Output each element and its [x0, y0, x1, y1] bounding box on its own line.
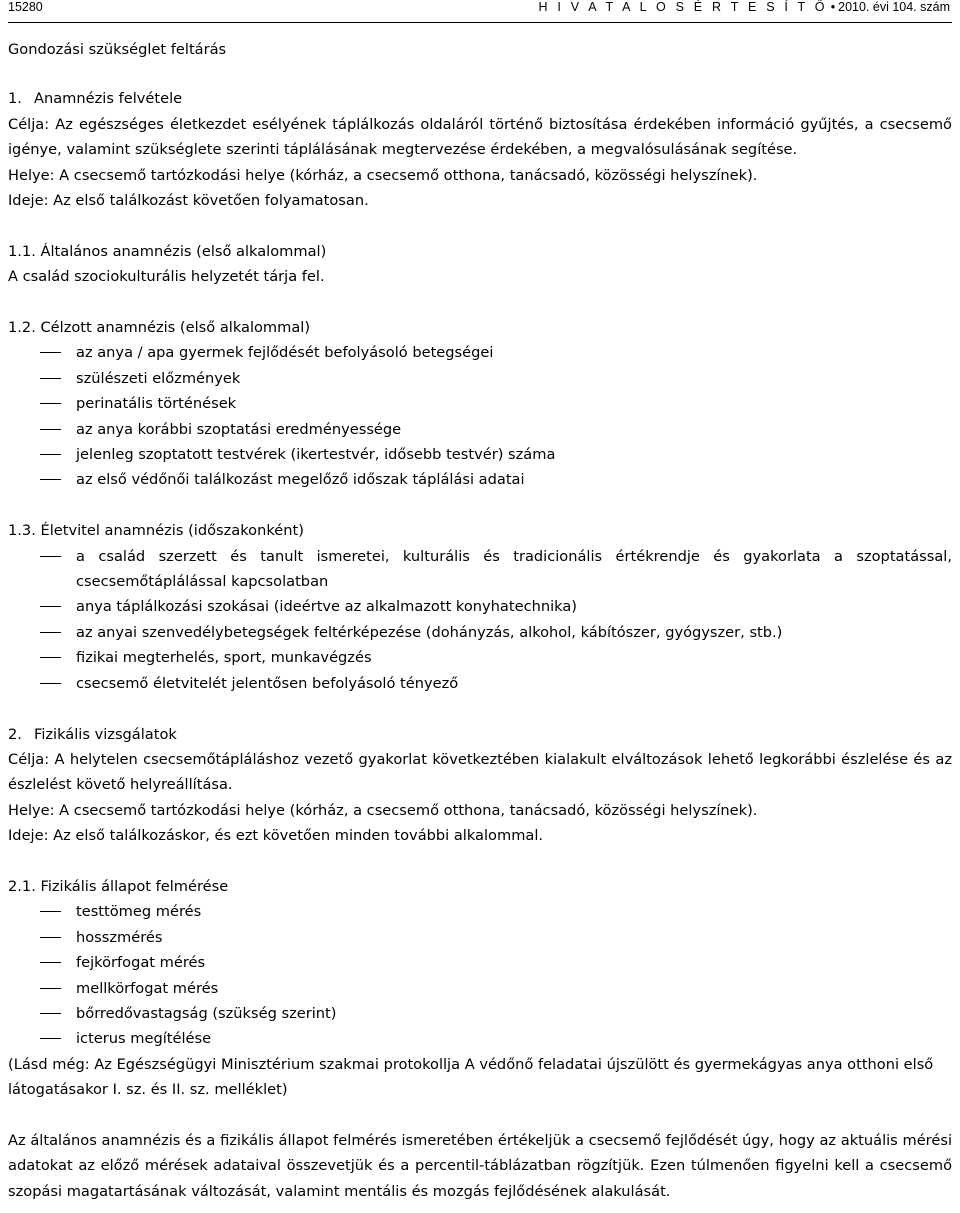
- section-2-1-note: (Lásd még: Az Egészségügyi Minisztérium szakmai protokollja A védőnő feladatai újszülött és gyermekágyas anya otthoni első látogatásakor I. sz. és II. sz. melléklet): [8, 1055, 934, 1099]
- list-item: fejkörfogat mérés: [8, 950, 952, 975]
- section-2-place: Helye: A csecsemő tartózkodási helye (kórház, a csecsemő otthona, tanácsadó, közösségi helyszínek).: [8, 801, 758, 819]
- list-item: anya táplálkozási szokásai (ideértve az alkalmazott konyhatechnika): [8, 594, 952, 619]
- list-item: perinatális történések: [8, 391, 952, 416]
- list-item: hosszmérés: [8, 925, 952, 950]
- document-body: [8, 37, 952, 1204]
- list-item: az első védőnői találkozást megelőző időszak táplálási adatai: [8, 467, 952, 492]
- section-number: 1.: [8, 90, 22, 108]
- section-1-1-text: A család szociokulturális helyzetét tárja fel.: [8, 268, 325, 286]
- spacer: [8, 493, 952, 518]
- spacer: [8, 1103, 952, 1128]
- list-item: bőrredővastagság (szükség szerint): [8, 1001, 952, 1026]
- list-item: a család szerzett és tanult ismeretei, kulturális és tradicionális értékrendje és gyakorlata a szoptatással, csecsemőtáplálással kapcsolatban: [8, 544, 952, 595]
- journal-name: H I V A T A L O S É R T E S Í T Ő: [538, 0, 828, 14]
- list-item: testtömeg mérés: [8, 899, 952, 924]
- spacer: [8, 213, 952, 238]
- spacer: [8, 290, 952, 315]
- section-1-place: Helye: A csecsemő tartózkodási helye (kórház, a csecsemő otthona, tanácsadó, közösségi helyszínek).: [8, 166, 758, 184]
- spacer: [8, 696, 952, 721]
- list-item: az anya / apa gyermek fejlődését befolyásoló betegségei: [8, 340, 952, 365]
- page-number: 15280: [8, 0, 43, 14]
- list-item: mellkörfogat mérés: [8, 976, 952, 1001]
- spacer: [8, 849, 952, 874]
- bullet-separator: •: [830, 0, 836, 14]
- section-1-goal: Célja: Az egészséges életkezdet esélyének táplálkozás oldaláról történő biztosítása érdekében információ gyűjtés, a csecsemő igénye, valamint szükséglete szerinti táplálásának megtervezése érdekében, a megvalósulásának segítése.: [8, 115, 952, 159]
- section-title: Fizikális vizsgálatok: [34, 725, 177, 743]
- list-item: jelenleg szoptatott testvérek (ikertestvér, idősebb testvér) száma: [8, 442, 952, 467]
- section-2-time: Ideje: Az első találkozáskor, és ezt követően minden további alkalommal.: [8, 827, 544, 845]
- section-number: 2.: [8, 725, 22, 743]
- section-1-2-heading: 1.2. Célzott anamnézis (első alkalommal): [8, 319, 311, 337]
- section-2-heading: [8, 722, 952, 747]
- section-1-3-heading: 1.3. Életvitel anamnézis (időszakonként): [8, 522, 304, 540]
- list-item: fizikai megterhelés, sport, munkavégzés: [8, 645, 952, 670]
- list-item: icterus megítélése: [8, 1026, 952, 1051]
- section-1-heading: [8, 86, 952, 111]
- section-title: Anamnézis felvétele: [34, 90, 183, 108]
- list-item: szülészeti előzmények: [8, 366, 952, 391]
- section-1-time: Ideje: Az első találkozást követően folyamatosan.: [8, 192, 369, 210]
- page-header: [8, 0, 952, 23]
- list-item: az anya korábbi szoptatási eredményessége: [8, 417, 952, 442]
- list-item: csecsemő életvitelét jelentősen befolyásoló tényező: [8, 671, 952, 696]
- issue-label: 2010. évi 104. szám: [838, 0, 950, 14]
- section-2-goal: Célja: A helytelen csecsemőtápláláshoz vezető gyakorlat következtében kialakult elváltozások lehető legkorábbi észlelése és az észlelést követő helyreállítása.: [8, 750, 952, 794]
- section-1-1-heading: 1.1. Általános anamnézis (első alkalommal): [8, 242, 327, 260]
- document-title: Gondozási szükséglet feltárás: [8, 41, 227, 58]
- journal-title: [538, 0, 950, 14]
- closing-paragraph: Az általános anamnézis és a fizikális állapot felmérés ismeretében értékeljük a csecsemő fejlődését úgy, hogy az aktuális mérési adatokat az előző mérések adataival összevetjük és a percentil-táblázatban rögzítjük. Ezen túlmenően figyelni kell a csecsemő szopási magatartásának változását, valamint mentális és mozgás fejlődésének alakulását.: [8, 1131, 952, 1200]
- list-item: az anyai szenvedélybetegségek feltérképezése (dohányzás, alkohol, kábítószer, gyógyszer, stb.): [8, 620, 952, 645]
- section-2-1-heading: 2.1. Fizikális állapot felmérése: [8, 877, 229, 895]
